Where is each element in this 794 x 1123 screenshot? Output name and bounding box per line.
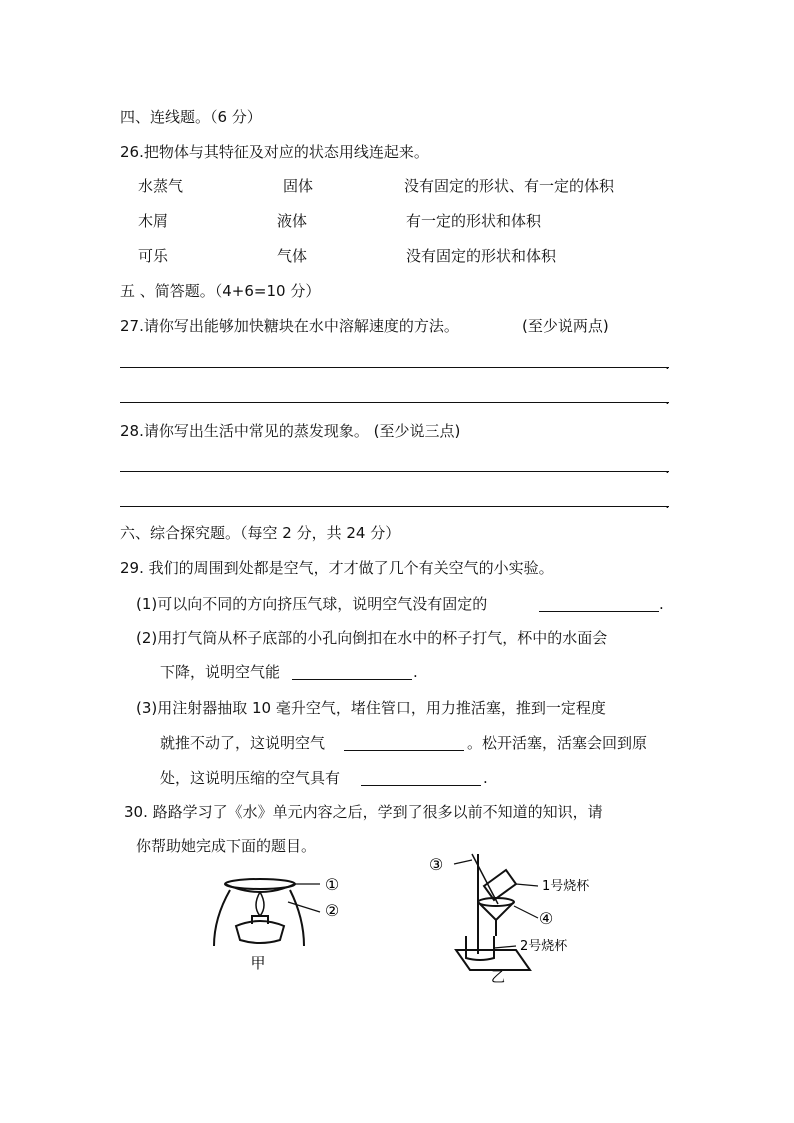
question-26-prompt: 26.把物体与其特征及对应的状态用线连起来。 xyxy=(120,143,429,161)
blank-field[interactable] xyxy=(344,750,464,751)
figure-yi-caption: 乙 xyxy=(491,970,505,985)
question-27-prompt: 27.请你写出能够加快糖块在水中溶解速度的方法。 xyxy=(120,317,459,335)
figure-jia-caption: 甲 xyxy=(250,954,266,972)
feature-item: 没有固定的形状、有一定的体积 xyxy=(404,177,615,195)
state-item: 气体 xyxy=(277,247,308,265)
question-30-line-1: 30. 路路学习了《水》单元内容之后，学到了很多以前不知道的知识，请 xyxy=(124,803,603,821)
blank-field[interactable] xyxy=(361,785,481,786)
label-4: ④ xyxy=(538,909,554,928)
label-2: ② xyxy=(324,901,340,920)
question-29-part-2-line-2: 下降，说明空气能 xyxy=(160,663,281,681)
state-item: 液体 xyxy=(277,212,308,230)
answer-line-period: . xyxy=(665,494,670,512)
state-item: 固体 xyxy=(283,177,314,195)
tripod-leg xyxy=(290,890,304,946)
object-item: 水蒸气 xyxy=(138,177,184,195)
label-3: ③ xyxy=(428,855,444,874)
answer-line[interactable] xyxy=(120,402,669,403)
question-29-part-3-line-2-end: 。松开活塞，活塞会回到原 xyxy=(467,734,648,752)
blank-field[interactable] xyxy=(539,611,659,612)
answer-line-period: . xyxy=(665,390,670,408)
object-item: 可乐 xyxy=(138,247,169,265)
question-29-part-3-line-2: 就推不动了，这说明空气 xyxy=(160,734,326,752)
section-6-heading: 六、综合探究题。（每空 2 分，共 24 分） xyxy=(120,524,401,542)
question-29-part-3-line-1: (3)用注射器抽取 10 毫升空气，堵住管口，用力推活塞，推到一定程度 xyxy=(136,699,606,717)
label-1: ① xyxy=(324,875,340,894)
flame-icon xyxy=(256,892,264,916)
question-29-part-2-line-1: (2)用打气筒从杯子底部的小孔向倒扣在水中的杯子打气，杯中的水面会 xyxy=(136,629,608,647)
object-item: 木屑 xyxy=(138,212,169,230)
figure-jia xyxy=(200,868,360,972)
section-4-heading: 四、连线题。（6 分） xyxy=(120,108,262,126)
blank-period: . xyxy=(483,769,488,787)
section-5-heading: 五 、简答题。（4+6=10 分） xyxy=(120,282,321,300)
beaker-2-label: 2号烧杯 xyxy=(520,939,568,954)
question-29-part-1: (1)可以向不同的方向挤压气球，说明空气没有固定的 xyxy=(136,595,488,613)
beaker-2-icon xyxy=(466,936,494,960)
answer-line-period: . xyxy=(665,459,670,477)
blank-period: . xyxy=(659,595,664,613)
figure-yi xyxy=(420,850,610,985)
beaker-1-label: 1号烧杯 xyxy=(542,879,590,894)
question-29-part-3-line-3: 处，这说明压缩的空气具有 xyxy=(160,769,341,787)
feature-item: 有一定的形状和体积 xyxy=(406,212,542,230)
question-30-line-2: 你帮助她完成下面的题目。 xyxy=(136,837,317,855)
answer-line[interactable] xyxy=(120,471,669,472)
answer-line-period: . xyxy=(665,355,670,373)
answer-line[interactable] xyxy=(120,367,669,368)
feature-item: 没有固定的形状和体积 xyxy=(406,247,557,265)
blank-field[interactable] xyxy=(292,679,412,680)
blank-period: . xyxy=(413,663,418,681)
question-28-prompt: 28.请你写出生活中常见的蒸发现象。 (至少说三点) xyxy=(120,422,461,440)
question-27-note: (至少说两点) xyxy=(522,317,609,335)
tripod-leg xyxy=(214,890,230,946)
answer-line[interactable] xyxy=(120,506,669,507)
question-29-intro: 29. 我们的周围到处都是空气，才才做了几个有关空气的小实验。 xyxy=(120,559,554,577)
alcohol-lamp-icon xyxy=(236,921,284,943)
